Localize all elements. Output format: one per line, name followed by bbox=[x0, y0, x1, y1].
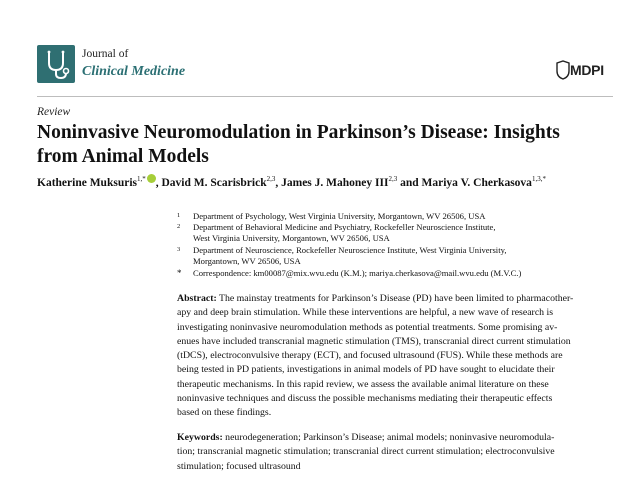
abstract-line: investigating noninvasive neuromodulation methods as potential treatments. Some promising av- bbox=[177, 321, 558, 333]
journal-prefix: Journal of bbox=[82, 48, 129, 60]
article-type: Review bbox=[37, 106, 71, 118]
keywords-line bbox=[177, 431, 617, 445]
keywords-label: Keywords: bbox=[177, 432, 223, 443]
keywords-line: stimulation; focused ultrasound bbox=[177, 460, 301, 472]
journal-logo bbox=[37, 45, 75, 83]
author-name[interactable]: James J. Mahoney III bbox=[281, 177, 389, 189]
title-line: Noninvasive Neuromodulation in Parkinson’s Disease: Insights bbox=[37, 122, 560, 143]
correspondence-text[interactable]: Correspondence: km00087@mix.wvu.edu (K.M.); mariya.cherkasova@mail.wvu.edu (M.V.C.) bbox=[193, 268, 522, 278]
author-affiliation-mark: 1,* bbox=[137, 175, 146, 183]
affiliation-text: Department of Behavioral Medicine and Psychiatry, Rockefeller Neuroscience Institute, bbox=[193, 222, 496, 232]
mdpi-shield-icon bbox=[556, 60, 570, 80]
header-divider bbox=[37, 96, 613, 97]
author-name[interactable]: David M. Scarisbrick bbox=[161, 177, 267, 189]
publisher-logo bbox=[556, 59, 612, 81]
abstract-line: therapeutic mechanisms. In this rapid review, we assess the available animal literature on these bbox=[177, 378, 549, 390]
author-separator: , bbox=[155, 177, 162, 189]
article-title bbox=[37, 121, 617, 169]
orcid-icon[interactable] bbox=[147, 174, 156, 183]
abstract-text: The mainstay treatments for Parkinson’s Disease (PD) have been limited to pharmacother- bbox=[219, 293, 574, 304]
affiliation-text: Department of Neuroscience, Rockefeller Neuroscience Institute, West Virginia University, bbox=[193, 245, 507, 255]
author-name[interactable]: Katherine Muksuris bbox=[37, 177, 137, 189]
stethoscope-icon bbox=[37, 45, 75, 83]
author-affiliation-mark: 1,3,* bbox=[531, 175, 546, 183]
author-affiliation-mark: 2,3 bbox=[266, 175, 276, 183]
affiliation-number: 1 bbox=[177, 212, 181, 219]
affiliation-text: Morgantown, WV 26506, USA bbox=[193, 256, 301, 266]
abstract-line: based on these findings. bbox=[177, 407, 272, 419]
journal-name: Clinical Medicine bbox=[82, 64, 186, 79]
abstract-label: Abstract: bbox=[177, 293, 217, 304]
abstract-line: apy and deep brain stimulation. While these interventions are helpful, a new wave of research is bbox=[177, 307, 554, 319]
affiliation-text: Department of Psychology, West Virginia University, Morgantown, WV 26506, USA bbox=[193, 211, 486, 221]
publisher-name: MDPI bbox=[570, 62, 604, 78]
keywords-text: neurodegeneration; Parkinson’s Disease; animal models; noninvasive neuromodula- bbox=[225, 432, 555, 443]
keywords-line: tion; transcranial magnetic stimulation; transcranial direct current stimulation; electroconvulsive bbox=[177, 446, 555, 458]
author-separator: and bbox=[397, 177, 422, 189]
author-separator: , bbox=[275, 177, 282, 189]
affiliation-number: 3 bbox=[177, 246, 181, 253]
author-list bbox=[37, 174, 627, 189]
abstract bbox=[177, 292, 617, 421]
abstract-line: enues have included transcranial magnetic stimulation (TMS), transcranial direct current stimulation bbox=[177, 335, 571, 347]
affiliation-number: * bbox=[177, 268, 182, 278]
affiliation-text: West Virginia University, Morgantown, WV 26506, USA bbox=[193, 233, 390, 243]
author-affiliation-mark: 2,3 bbox=[388, 175, 398, 183]
title-line: from Animal Models bbox=[37, 146, 209, 167]
abstract-line: (tDCS), electroconvulsive therapy (ECT), and focused ultrasound (FUS). While these methods are bbox=[177, 350, 563, 362]
keywords bbox=[177, 431, 617, 474]
affiliation-number: 2 bbox=[177, 223, 181, 230]
abstract-line: being tested in PD patients, investigations in animal models of PD have sought to elucidate their bbox=[177, 364, 555, 376]
abstract-line: noninvasive techniques and discuss the possible mechanisms mediating their therapeutic effects bbox=[177, 393, 553, 405]
author-name[interactable]: Mariya V. Cherkasova bbox=[421, 177, 532, 189]
abstract-line bbox=[177, 292, 617, 306]
